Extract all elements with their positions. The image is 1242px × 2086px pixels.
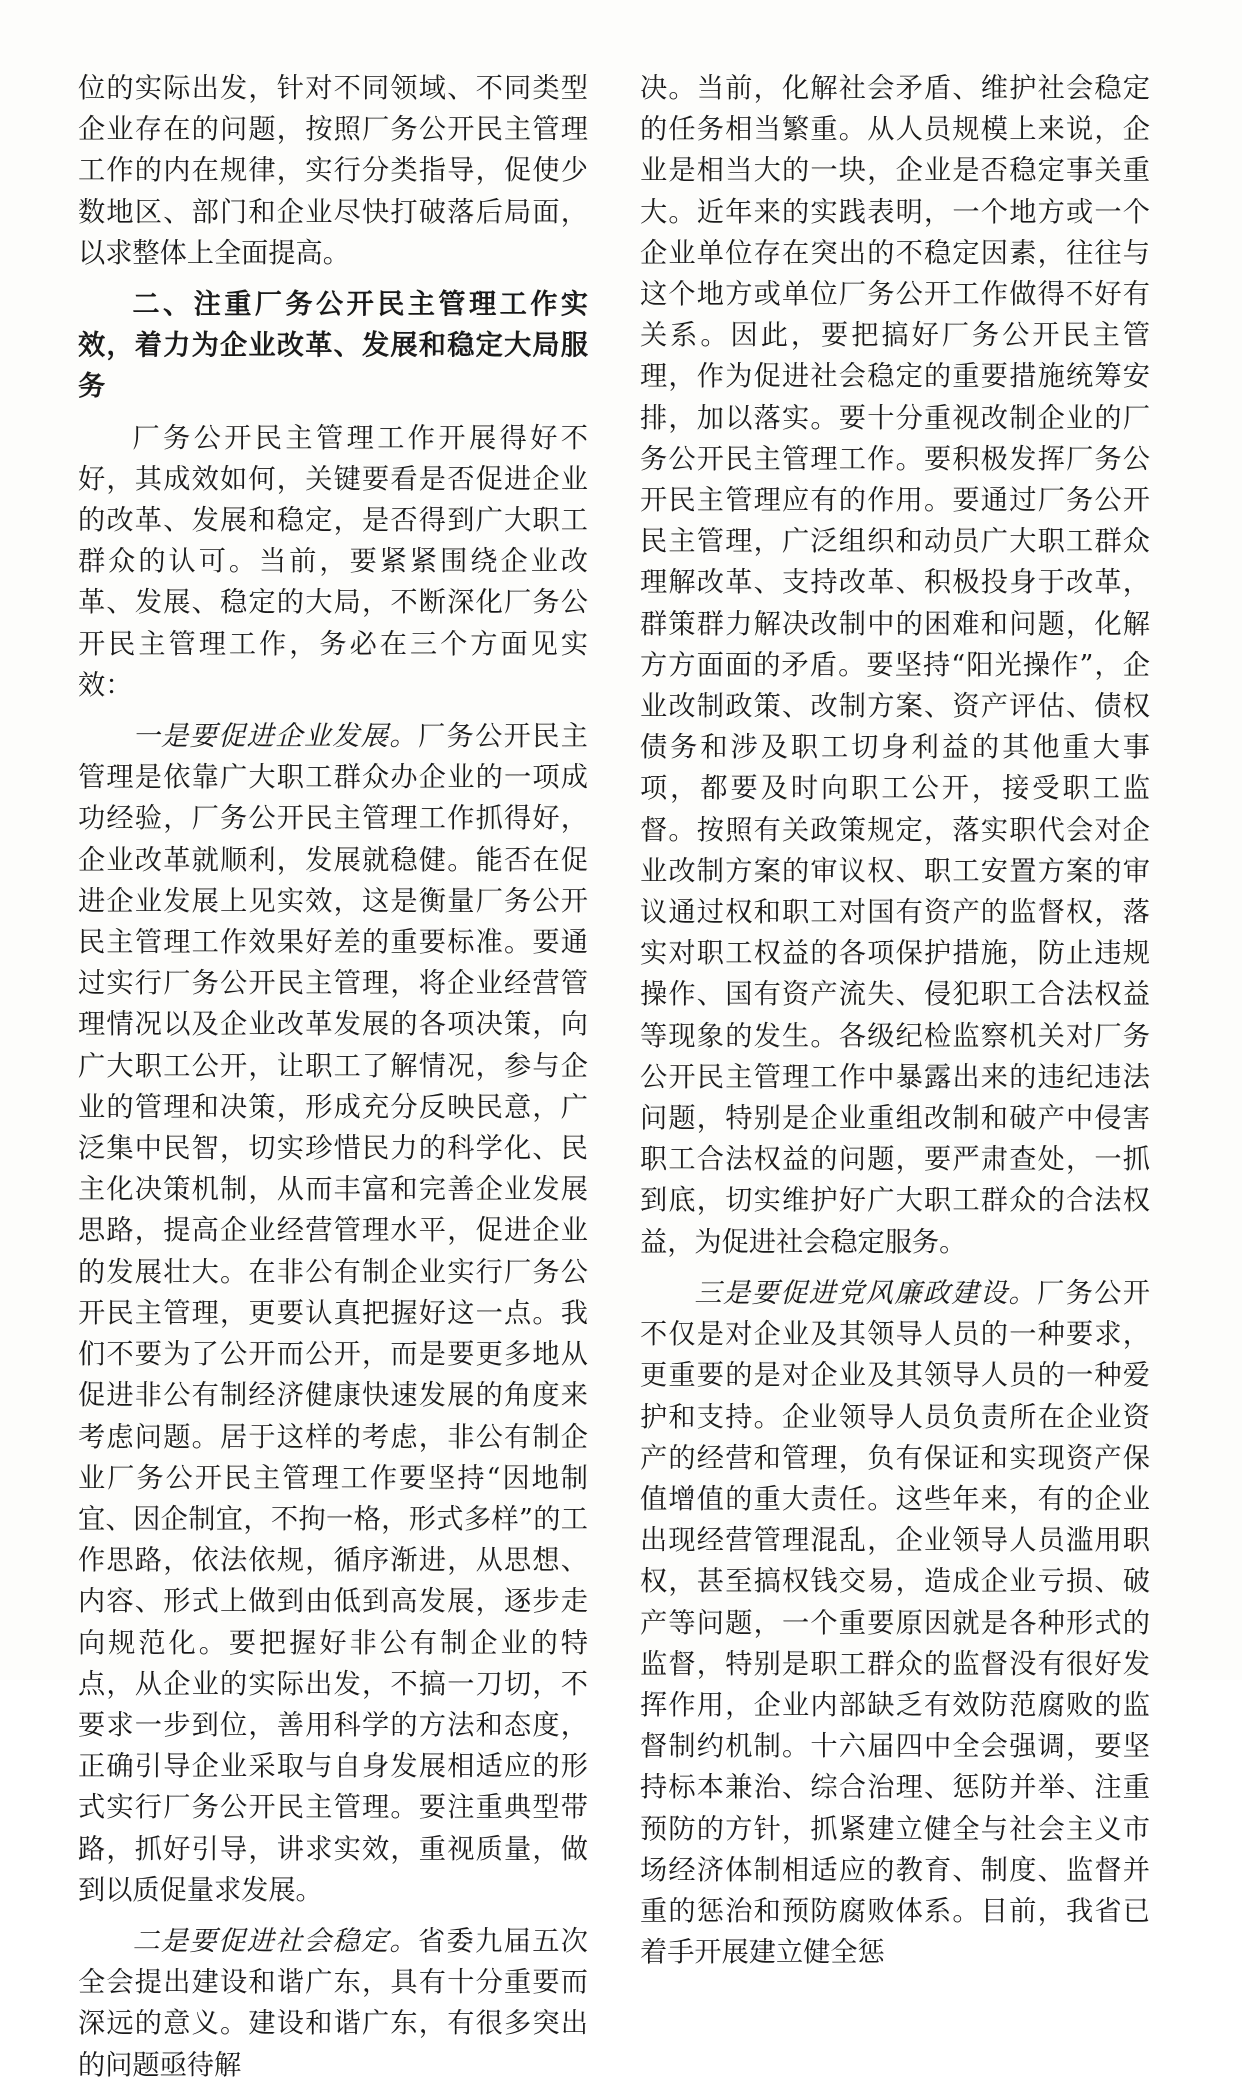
left-column — [78, 68, 588, 2086]
right-column — [640, 68, 1150, 1973]
paragraph-lead: 一是要促进企业发展。 — [132, 721, 418, 753]
paragraph-lead: 三是要促进党风廉政建设。 — [694, 1277, 1038, 1309]
paragraph-body: 厂务公开民主管理是依靠广大职工群众办企业的一项成功经验，厂务公开民主管理工作抓得好，企业改革就顺利，发展就稳健。能否在促进企业发展上见实效，这是衡量厂务公开民主管理工作效果好差的重要标准。要通过实行厂务公开民主管理，将企业经营管理情况以及企业改革发展的各项决策，向广大职工公开，让职工了解情况，参与企业的管理和决策，形成充分反映民意，广泛集中民智，切实珍惜民力的科学化、民主化决策机制，从而丰富和完善企业发展思路，提高企业经营管理水平，促进企业的发展壮大。在非公有制企业实行厂务公开民主管理，更要认真把握好这一点。我们不要为了公开而公开，而是要更多地从促进非公有制经济健康快速发展的角度来考虑问题。居于这样的考虑，非公有制企业厂务公开民主管理工作要坚持“因地制宜、因企制宜，不拘一格，形式多样”的工作思路，依法依规，循序渐进，从思想、内容、形式上做到由低到高发展，逐步走向规范化。要把握好非公有制企业的特点，从企业的实际出发，不搞一刀切，不要求一步到位，善用科学的方法和态度，正确引导企业采取与自身发展相适应的形式实行厂务公开民主管理。要注重典型带路，抓好引导，讲求实效，重视质量，做到以质促量求发展。 — [78, 721, 588, 1906]
section-heading: 二、注重厂务公开民主管理工作实效，着力为企业改革、发展和稳定大局服务 — [78, 289, 588, 403]
paragraph — [640, 1273, 1150, 1973]
paragraph-body: 省委九届五次全会提出建设和谐广东，具有十分重要而深远的意义。建设和谐广东，有很多突出的问题亟待解 — [78, 1925, 588, 2081]
paragraph — [78, 716, 588, 1911]
paragraph-body: 厂务公开不仅是对企业及其领导人员的一种要求，更重要的是对企业及其领导人员的一种爱护和支持。企业领导人员负责所在企业资产的经营和管理，负有保证和实现资产保值增值的重大责任。这些年来，有的企业出现经营管理混乱，企业领导人员滥用职权，甚至搞权钱交易，造成企业亏损、破产等问题，一个重要原因就是各种形式的监督，特别是职工群众的监督没有很好发挥作用，企业内部缺乏有效防范腐败的监督制约机制。十六届四中全会强调，要坚持标本兼治、综合治理、惩防并举、注重预防的方针，抓紧建立健全与社会主义市场经济体制相适应的教育、制度、监督并重的惩治和预防腐败体系。目前，我省已着手开展建立健全惩 — [640, 1277, 1150, 1969]
paragraph: 厂务公开民主管理工作开展得好不好，其成效如何，关键要看是否促进企业的改革、发展和稳定，是否得到广大职工群众的认可。当前，要紧紧围绕企业改革、发展、稳定的大局，不断深化厂务公开民主管理工作，务必在三个方面见实效： — [78, 422, 588, 701]
paragraph-lead: 二是要促进社会稳定。 — [132, 1925, 418, 1957]
paragraph — [78, 1921, 588, 2086]
paragraph: 位的实际出发，针对不同领域、不同类型企业存在的问题，按照厂务公开民主管理工作的内在规律，实行分类指导，促使少数地区、部门和企业尽快打破落后局面，以求整体上全面提高。 — [78, 73, 588, 269]
paragraph: 决。当前，化解社会矛盾、维护社会稳定的任务相当繁重。从人员规模上来说，企业是相当大的一块，企业是否稳定事关重大。近年来的实践表明，一个地方或一个企业单位存在突出的不稳定因素，往往与这个地方或单位厂务公开工作做得不好有关系。因此，要把搞好厂务公开民主管理，作为促进社会稳定的重要措施统筹安排，加以落实。要十分重视改制企业的厂务公开民主管理工作。要积极发挥厂务公开民主管理应有的作用。要通过厂务公开民主管理，广泛组织和动员广大职工群众理解改革、支持改革、积极投身于改革，群策群力解决改制中的困难和问题，化解方方面面的矛盾。要坚持“阳光操作”，企业改制政策、改制方案、资产评估、债权债务和涉及职工切身利益的其他重大事项，都要及时向职工公开，接受职工监督。按照有关政策规定，落实职代会对企业改制方案的审议权、职工安置方案的审议通过权和职工对国有资产的监督权，落实对职工权益的各项保护措施，防止违规操作、国有资产流失、侵犯职工合法权益等现象的发生。各级纪检监察机关对厂务公开民主管理工作中暴露出来的违纪违法问题，特别是企业重组改制和破产中侵害职工合法权益的问题，要严肃查处，一抓到底，切实维护好广大职工群众的合法权益，为促进社会稳定服务。 — [640, 73, 1150, 1258]
